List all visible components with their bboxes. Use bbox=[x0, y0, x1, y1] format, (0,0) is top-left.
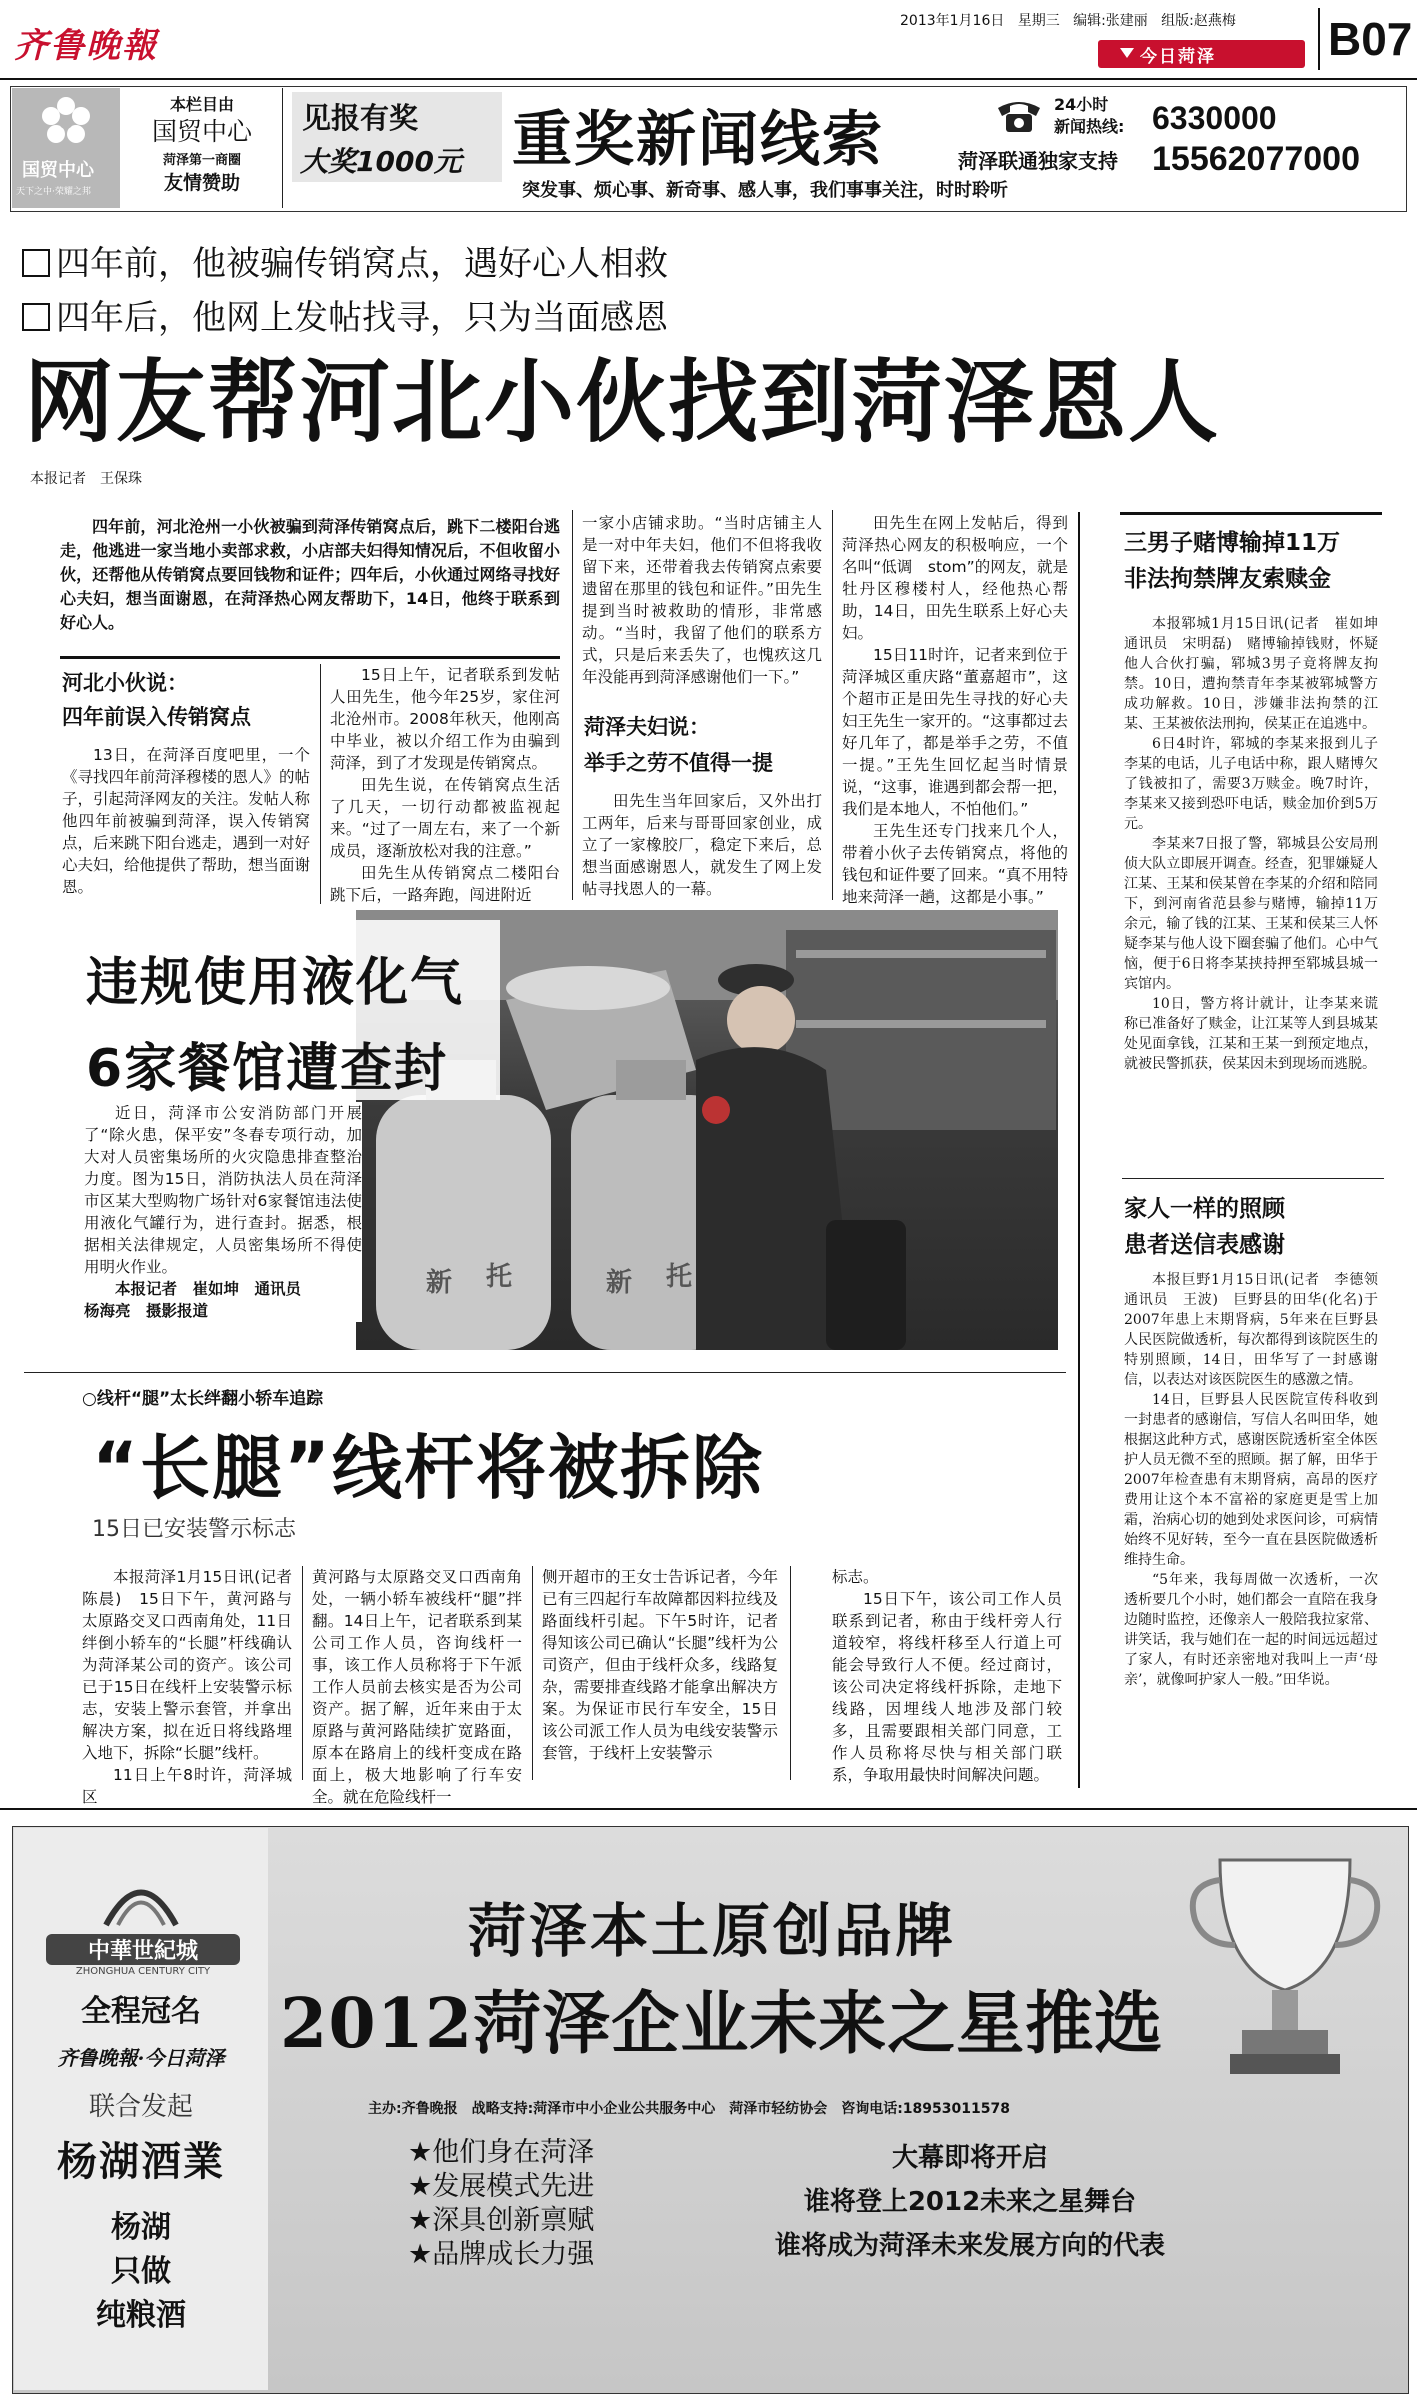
gas-headline-2: 6家餐馆遭查封 bbox=[86, 1039, 449, 1099]
trophy-icon bbox=[1180, 1840, 1390, 2090]
banner-divider bbox=[282, 88, 283, 208]
section-badge-label: 今日菏泽 bbox=[1140, 47, 1216, 67]
kicker-1-text: 四年前，他被骗传销窝点，遇好心人相救 bbox=[56, 244, 668, 284]
ad-promo-line-1: 大幕即将开启 bbox=[891, 2143, 1048, 2173]
lead-col-2-paragraph-2: 田先生说，在传销窝点生活了几天，一切行动都被监视起来。“过了一周左右，来了一个新成员，逐渐放松对我的注意。” bbox=[330, 776, 560, 860]
ad-slogan bbox=[14, 2206, 268, 2338]
ad-bullets bbox=[408, 2136, 594, 2272]
brief-1-title-1: 三男子赌博输掉11万 bbox=[1124, 530, 1341, 556]
column-divider bbox=[532, 1566, 533, 1780]
telephone-icon bbox=[994, 94, 1044, 136]
pole-col-1 bbox=[82, 1566, 308, 1808]
pole-col-2 bbox=[312, 1566, 522, 1808]
lead-col-2-paragraph-3: 田先生从传销窝点二楼阳台跳下后，一路奔跑，闯进附近 bbox=[330, 864, 560, 904]
brief-1-paragraph-3: 李某来7日报了警，郓城县公安局刑侦大队立即展开调查。经查，犯罪嫌疑人江某、王某和侯某曾在李某的介绍和陪同下，到河南省范县参与赌博，输掉11万余元，输了钱的江某、王某和侯某三人怀疑李某与他人设下圈套骗了他们。心中气恼，便于6日将李某挟持押至郓城县城一宾馆内。 bbox=[1124, 836, 1378, 992]
pole-col-3-paragraph: 侧开超市的王女士告诉记者，今年已有三四起行车故障都因料拉线及路面线杆引起。下午5时许，记者得知该公司已确认“长腿”线杆为公司资产，但由于线杆众多，线路复杂，需要排查线路才能拿出解决方案。为保证市民行车安全，15日该公司派工作人员为电线安装警示套管，于线杆上安装警示 bbox=[542, 1568, 778, 1762]
partner-text: 菏泽联通独家支持 bbox=[958, 149, 1118, 173]
lead-col-4-paragraph-2: 15日11时许，记者来到位于菏泽城区重庆路“董嘉超市”，这个超市正是田先生寻找的好心夫妇王先生一家开的。“这事都过去好几年了，都是举手之劳，不值一提。”王先生回忆起当时情景说，“这事，谁遇到都会帮一把，我们是本地人，不怕他们。” bbox=[842, 646, 1068, 818]
brief-1-body bbox=[1124, 614, 1392, 1074]
brief-1-paragraph-1: 本报郓城1月15日讯(记者 崔如坤 通讯员 宋明磊) 赌博输掉钱财，怀疑他人合伙打骗，郓城3男子竟将牌友拘禁。10日，遭拘禁青年李某被郓城警方成功解救。10日，涉嫌非法拘禁的江某、王某被依法刑拘，侯某正在追逃中。 bbox=[1124, 616, 1392, 732]
pole-col-1-paragraph-2: 11日上午8时许，菏泽城区 bbox=[82, 1766, 292, 1806]
brief-2-paragraph-3: “5年来，我每周做一次透析，一次透析要几个小时，她们都会一直陪在我身边随时监控，还像亲人一般陪我拉家常、讲笑话，我与她们在一起的时间远远超过了家人，有时还亲密地对我叫上一声‘母亲’，就像呵护家人一般。”田华说。 bbox=[1124, 1572, 1378, 1688]
subhead-1a: 河北小伙说： bbox=[62, 671, 188, 695]
editor-text: 编辑:张建丽 bbox=[1073, 13, 1148, 29]
checkbox-icon bbox=[22, 303, 50, 331]
pole-col-1-paragraph-1: 本报菏泽1月15日讯(记者 陈晨) 15日下午，黄河路与太原路交叉口西南角处，11日绊倒小轿车的“长腿”杆线确认为菏泽某公司的资产。该公司已于15日在线杆上安装警示标志，安装上警示套管，并拿出解决方案，拟在近日将线路埋入地下，拆除“长腿”线杆。 bbox=[82, 1568, 308, 1762]
brief-1-paragraph-2: 6日4时许，郓城的李某来报到儿子李某的电话，儿子电话中称，跟人赌博欠了钱被扣了，需要3万赎金。晚7时许，李某来又接到恐吓电话，赎金加价到5万元。 bbox=[1124, 736, 1378, 832]
right-top-rule bbox=[1120, 512, 1382, 515]
ad-promo-line-3: 谁将成为菏泽未来发展方向的代表 bbox=[774, 2231, 1165, 2261]
ad-top-rule bbox=[0, 1808, 1417, 1810]
tank-mark: 新 bbox=[426, 1268, 453, 1298]
sponsor-line-4: 友情赞助 bbox=[163, 172, 240, 194]
hotline-label-1: 24小时 bbox=[1054, 95, 1109, 114]
reward-line-1: 见报有奖 bbox=[302, 101, 419, 135]
weekday-text: 星期三 bbox=[1017, 13, 1060, 29]
pole-col-3 bbox=[542, 1566, 778, 1764]
pole-col-4-paragraph-2: 15日下午，该公司工作人员联系到记者，称由于线杆旁人行道较窄，将线杆移至人行道上可能会导致行人不便。经过商讨，该公司决定将线杆拆除，走地下线路，因埋线人地涉及部门较多，且需要跟相关部门同意，工作人员称将尽快与相关部门联系，争取用最快时间解决问题。 bbox=[832, 1590, 1062, 1784]
masthead-rule bbox=[0, 78, 1417, 80]
lead-col-3-paragraph-2: 田先生当年回家后，又外出打工两年，后来与哥哥回家创业，成立了一家橡胶厂，稳定下来后，总想当面感谢恩人，就发生了网上发帖寻找恩人的一幕。 bbox=[582, 792, 822, 898]
pole-kicker: ○线杆“腿”太长绊翻小轿车追踪 bbox=[82, 1389, 324, 1409]
tank-mark: 托 bbox=[666, 1262, 693, 1292]
lead-lede bbox=[60, 515, 560, 635]
sponsor-line-3: 菏泽第一商圈 bbox=[162, 153, 241, 168]
tip-headline: 重奖新闻线索 bbox=[512, 105, 884, 175]
lead-col-3 bbox=[582, 512, 822, 688]
page-code: B07 bbox=[1328, 13, 1413, 65]
ad-promo bbox=[690, 2136, 1250, 2268]
ad-slogan-line-1: 杨湖 bbox=[111, 2210, 171, 2245]
issue-date bbox=[900, 10, 1236, 30]
ad-brand: 杨湖酒業 bbox=[57, 2138, 225, 2185]
checkbox-icon bbox=[22, 249, 50, 277]
subhead-1b: 四年前误入传销窝点 bbox=[62, 705, 251, 729]
brief-2-paragraph-1: 本报巨野1月15日讯(记者 李德领 通讯员 王波) 巨野县的田华(化名)于2007年患上末期肾病，5年来在巨野县人民医院做透析，每次都得到该院医生的特别照顾，14日，田华写了一封感谢信，以表达对该医院医生的感激之情。 bbox=[1124, 1272, 1392, 1388]
ad-title-2: 2012菏泽企业未来之星推选 bbox=[280, 1984, 1164, 2064]
sponsor-line-1: 本栏目由 bbox=[169, 95, 234, 114]
century-city-logo-icon bbox=[96, 1870, 186, 1930]
ad-slogan-line-3: 纯粮酒 bbox=[96, 2298, 186, 2333]
gas-byline-1: 本报记者 崔如坤 通讯员 bbox=[115, 1280, 302, 1298]
subhead-2b: 举手之劳不值得一提 bbox=[584, 751, 773, 775]
ad-bullet: ★深具创新禀赋 bbox=[408, 2205, 595, 2236]
brief-1-paragraph-4: 10日，警方将计就计，让李某来谎称已准备好了赎金，让江某等人到县城某处见面拿钱，江某和王某一到预定地点，就被民警抓获，侯某因未到现场而逃脱。 bbox=[1124, 996, 1378, 1072]
lead-col-3-paragraph-1: 一家小店铺求助。“当时店铺主人是一对中年夫妇，他们不但将我收留下来，还带着我去传销窝点索要遗留在那里的钱包和证件。”田先生提到当时被救助的情形，非常感动。“当时，我留了他们的联系方式，只是后来丢失了，也愧疚这几年没能再到菏泽感谢他们一下。” bbox=[582, 514, 822, 686]
lead-col-4-paragraph-1: 田先生在网上发帖后，得到菏泽热心网友的积极响应，一个名叫“低调 stom”的网友，就是牡丹区穆楼村人，经他热心帮助，14日，田先生联系上好心夫妇。 bbox=[842, 514, 1068, 642]
tip-tagline: 突发事、烦心事、新奇事、感人事，我们事事关注，时时聆听 bbox=[522, 180, 1008, 201]
newspaper-logo: 齐鲁晚報 bbox=[14, 26, 158, 66]
column-divider bbox=[302, 1566, 303, 1780]
ad-paper-logo: 齐鲁晚報·今日菏泽 bbox=[57, 2046, 225, 2070]
gas-body-paragraph: 近日，菏泽市公安消防部门开展了“除火患，保平安”冬春专项行动，加大对人员密集场所的火灾隐患排查整治力度。图为15日，消防执法人员在菏泽市区某大型购物广场针对6家餐馆违法使用液化气罐行为，进行查封。据悉，根据相关法律规定，人员密集场所不得使用明火作业。 bbox=[84, 1104, 362, 1276]
reward-line-2: 大奖1000元 bbox=[300, 145, 462, 178]
ad-slogan-line-2: 只做 bbox=[111, 2254, 171, 2289]
ad-bullet: ★品牌成长力强 bbox=[408, 2239, 595, 2270]
ad-sponsor-logo-sub: ZHONGHUA CENTURY CITY bbox=[75, 1966, 211, 1977]
ad-title-sponsor: 全程冠名 bbox=[81, 1994, 201, 2029]
ad-sponsor-logo: 中華世紀城 bbox=[46, 1934, 240, 1965]
brief-2-paragraph-2: 14日，巨野县人民医院宣传科收到一封患者的感谢信，写信人名叫田华，她根据这此种方式，感谢医院透析室全体医护人员无微不至的照顾。据了解，田华于2007年检查患有末期肾病，高昂的医疗费用让这个本不富裕的家庭更是雪上加霜，治病心切的她到处求医问诊，可病情始终不见好转，至今一直在县医院做透析维持生命。 bbox=[1124, 1392, 1378, 1568]
gas-headline-1: 违规使用液化气 bbox=[86, 953, 465, 1013]
kicker-1 bbox=[22, 236, 668, 285]
brief-2-title-1: 家人一样的照顾 bbox=[1124, 1196, 1285, 1222]
pole-col-4 bbox=[832, 1566, 1062, 1786]
lead-headline: 网友帮河北小伙找到菏泽恩人 bbox=[24, 350, 1220, 455]
pole-col-4-paragraph-1: 标志。 bbox=[832, 1568, 879, 1586]
brief-1-title-2: 非法拘禁牌友索赎金 bbox=[1124, 566, 1331, 592]
lede-rule bbox=[60, 656, 560, 659]
hotline-label-2: 新闻热线: bbox=[1054, 117, 1125, 136]
brief-separator bbox=[1122, 1178, 1384, 1179]
gas-body bbox=[84, 1102, 362, 1322]
ad-title-1: 菏泽本土原创品牌 bbox=[468, 1897, 957, 1965]
tank-mark: 托 bbox=[486, 1262, 513, 1292]
kicker-2-text: 四年后，他网上发帖找寻，只为当面感恩 bbox=[56, 298, 668, 338]
sponsor-logo-caption: 国贸中心 bbox=[22, 160, 94, 181]
subhead-2a: 菏泽夫妇说： bbox=[584, 715, 710, 739]
column-divider bbox=[320, 664, 321, 904]
brief-2-title-2: 患者送信表感谢 bbox=[1124, 1232, 1285, 1258]
pole-top-rule bbox=[24, 1372, 1066, 1373]
page-code-divider bbox=[1318, 8, 1320, 70]
sponsor-line-2: 国贸中心 bbox=[151, 117, 252, 146]
lead-col-4 bbox=[842, 512, 1068, 908]
ad-co-organizer: 联合发起 bbox=[88, 2092, 193, 2122]
layout-editor-text: 组版:赵燕梅 bbox=[1161, 13, 1236, 29]
hotline-number-2: 15562077000 bbox=[1152, 140, 1361, 178]
ad-promo-line-2: 谁将登上2012未来之星舞台 bbox=[803, 2187, 1137, 2217]
kicker-2 bbox=[22, 290, 668, 339]
lead-col-4-paragraph-3: 王先生还专门找来几个人，带着小伙子去传销窝点，将他的钱包和证件要了回来。“真不用特地来菏泽一趟，这都是小事。” bbox=[842, 822, 1068, 906]
ad-bullet: ★发展模式先进 bbox=[408, 2171, 595, 2202]
lede-paragraph: 四年前，河北沧州一小伙被骗到菏泽传销窝点后，跳下二楼阳台逃走，他逃进一家当地小卖部求救，小店部夫妇得知情况后，不但收留小伙，还帮他从传销窝点要回钱物和证件；四年后，小伙通过网络寻找好心夫妇，想当面谢恩，在菏泽热心网友帮助下，14日，他终于联系到好心人。 bbox=[60, 517, 560, 632]
column-divider bbox=[832, 510, 833, 900]
tank-mark: 新 bbox=[606, 1268, 633, 1298]
lead-col-2-paragraph-1: 15日上午，记者联系到发帖人田先生，他今年25岁，家住河北沧州市。2008年秋天，他刚高中毕业，被以介绍工作为由骗到菏泽，到了才发现是传销窝点。 bbox=[330, 666, 560, 772]
lead-col-2 bbox=[330, 664, 560, 906]
pole-subhead: 15日已安装警示标志 bbox=[92, 1517, 296, 1542]
pole-headline: “长腿”线杆将被拆除 bbox=[92, 1427, 765, 1509]
pole-col-2-paragraph: 黄河路与太原路交叉口西南角处，一辆小轿车被线杆“腿”拌翻。14日上午，记者联系到某公司工作人员，咨询线杆一事，该工作人员称将于下午派工作人员前去核实是否为公司资产。据了解，近年来由于太原路与黄河路陆续扩宽路面，原本在路肩上的线杆变成在路面上，极大地影响了行车安全。就在危险线杆一 bbox=[312, 1568, 522, 1806]
lead-col-3b bbox=[582, 790, 822, 900]
gas-byline-2: 杨海亮 摄影报道 bbox=[84, 1302, 209, 1320]
ad-credits: 主办:齐鲁晚报 战略支持:菏泽市中小企业公共服务中心 菏泽市轻纺协会 咨询电话:18953011578 bbox=[368, 2101, 1010, 2117]
lead-byline: 本报记者 王保珠 bbox=[30, 471, 142, 487]
date-text: 2013年1月16日 bbox=[900, 13, 1005, 29]
ad-bullet: ★他们身在菏泽 bbox=[408, 2137, 595, 2168]
sponsor-text bbox=[126, 92, 278, 198]
column-divider bbox=[572, 510, 573, 900]
flower-logo-icon bbox=[38, 94, 94, 150]
lead-col-1 bbox=[62, 744, 310, 898]
lead-col-1-paragraph: 13日，在菏泽百度吧里，一个《寻找四年前菏泽穆楼的恩人》的帖子，引起菏泽网友的关注。发帖人称他四年前被骗到菏泽，误入传销窝点，后来跳下阳台逃走，遇到一对好心夫妇，给他提供了帮助，想当面谢恩。 bbox=[62, 746, 311, 896]
right-column-divider bbox=[1078, 512, 1080, 1788]
hotline-number-1: 6330000 bbox=[1152, 100, 1277, 136]
section-badge-icon bbox=[1120, 48, 1134, 58]
column-divider bbox=[790, 1566, 791, 1780]
brief-2-body bbox=[1124, 1270, 1392, 1690]
sponsor-logo-sub: 天下之中·荣耀之邦 bbox=[16, 187, 91, 197]
